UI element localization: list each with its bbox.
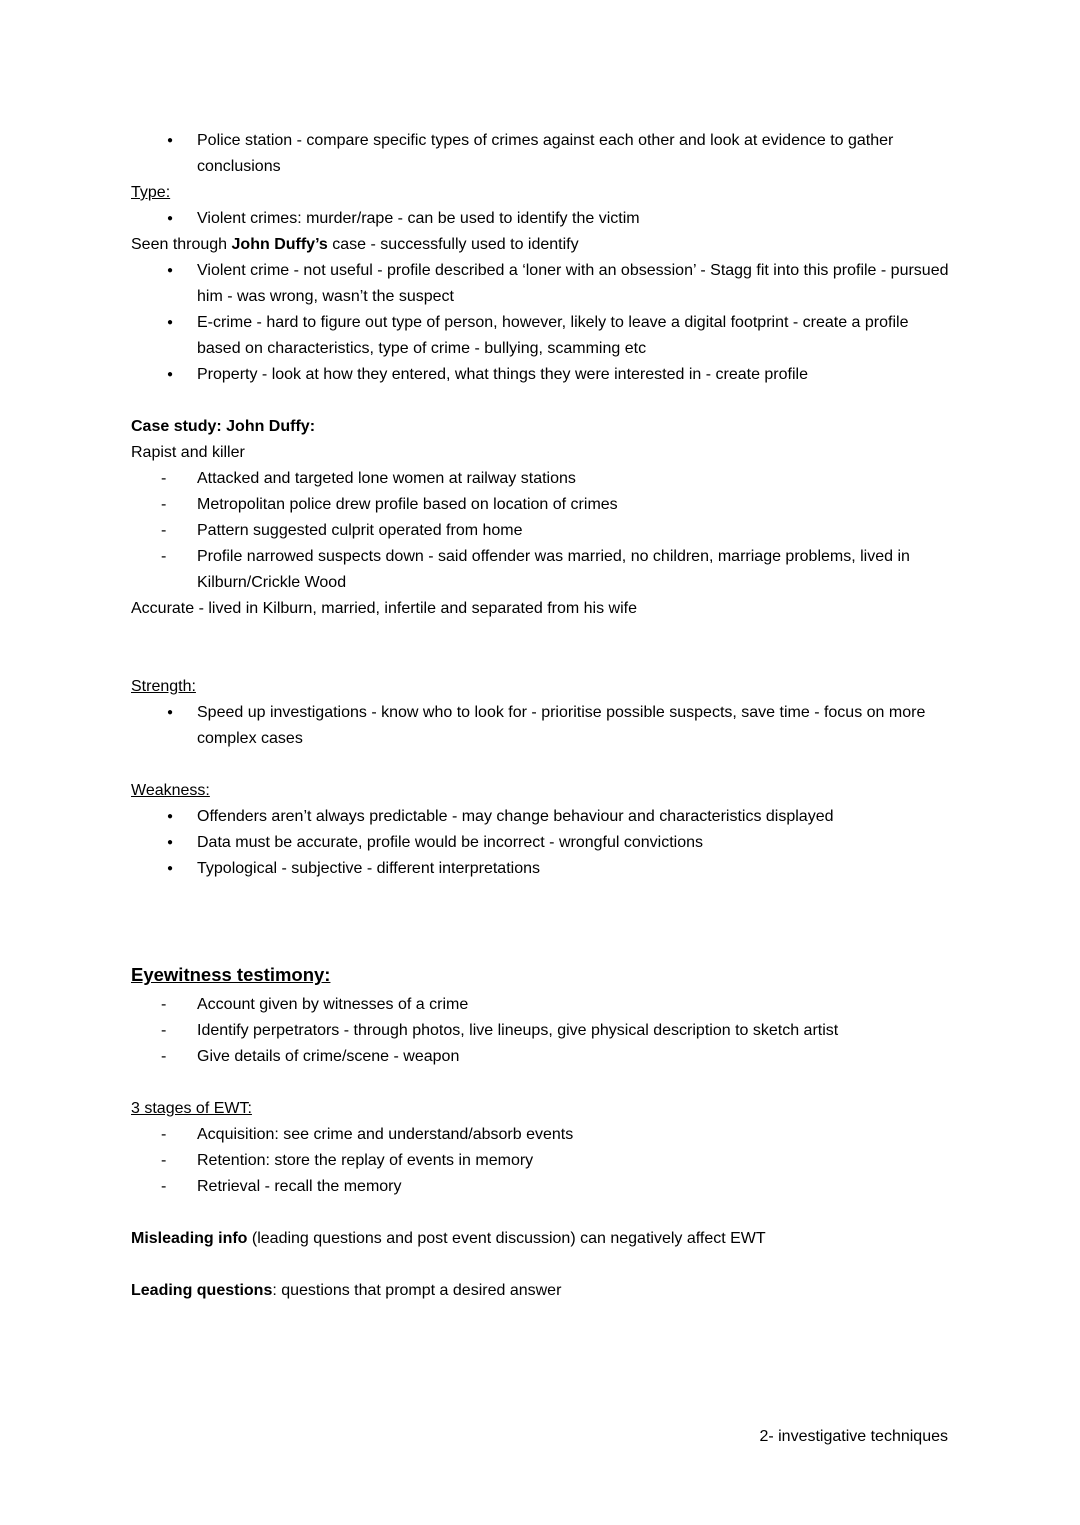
list-item [131,206,949,232]
bullet-list [131,206,949,232]
bullet-list [131,700,949,752]
text-segment: Pattern suggested culprit operated from home [197,522,523,539]
text-segment: Retrieval - recall the memory [197,1178,402,1195]
text-segment: Retention: store the replay of events in memory [197,1152,534,1169]
text-segment: Metropolitan police drew profile based on location of crimes [197,496,618,513]
dash-list [131,992,949,1070]
text-segment: case - successfully used to identify [327,236,579,253]
text-segment: Eyewitness testimony: [131,964,331,985]
text-segment: Police station - compare specific types of crimes against each other and look at evidence to gather conclusions [197,132,894,175]
list-item [131,804,949,830]
list-item [131,1174,949,1200]
text-segment: Identify perpetrators - through photos, live lineups, give physical description to sketch artist [197,1022,839,1039]
text-segment: Account given by witnesses of a crime [197,996,469,1013]
list-item [131,700,949,752]
text-segment: Rapist and killer [131,444,245,461]
text-segment: Violent crime - not useful - profile described a ‘loner with an obsession’ - Stagg fit into this profile - pursued him - was wrong, wasn’t the suspect [197,262,949,305]
list-item [131,1148,949,1174]
text-segment: E-crime - hard to figure out type of person, however, likely to leave a digital footprint - create a profile based on characteristics, type of crime - bullying, scamming etc [197,314,909,357]
text-segment: Speed up investigations - know who to look for - prioritise possible suspects, save time - focus on more complex cases [197,704,926,747]
paragraph [131,1278,949,1304]
section-heading [131,960,949,990]
text-segment: Offenders aren’t always predictable - may change behaviour and characteristics displayed [197,808,834,825]
list-item [131,830,949,856]
paragraph [131,414,949,440]
text-segment: Weakness: [131,782,210,799]
text-segment: Acquisition: see crime and understand/absorb events [197,1126,574,1143]
text-segment: (leading questions and post event discussion) can negatively affect EWT [247,1230,766,1247]
blank-line [131,1070,949,1096]
list-item [131,856,949,882]
text-segment: Typological - subjective - different interpretations [197,860,540,877]
list-item [131,258,949,310]
document-body [131,128,949,1304]
text-segment: Strength: [131,678,196,695]
paragraph [131,232,949,258]
text-segment: Accurate - lived in Kilburn, married, infertile and separated from his wife [131,600,637,617]
list-item [131,310,949,362]
text-segment: : questions that prompt a desired answer [272,1282,562,1299]
list-item [131,544,949,596]
text-segment: Attacked and targeted lone women at railway stations [197,470,576,487]
dash-list [131,466,949,596]
bullet-list [131,258,949,388]
list-item [131,1044,949,1070]
paragraph [131,440,949,466]
paragraph [131,1226,949,1252]
text-segment: Leading questions [131,1282,273,1299]
text-segment: Profile narrowed suspects down - said offender was married, no children, marriage problems, lived in Kilburn/Crickle Wood [197,548,910,591]
text-segment: Case study: John Duffy: [131,418,316,435]
blank-line [131,622,949,674]
list-item [131,1018,949,1044]
blank-line [131,1252,949,1278]
list-item [131,128,949,180]
blank-line [131,752,949,778]
paragraph [131,778,949,804]
paragraph [131,674,949,700]
text-segment: Violent crimes: murder/rape - can be used to identify the victim [197,210,640,227]
bullet-list [131,804,949,882]
text-segment: Seen through [131,236,232,253]
text-segment: John Duffy’s [231,236,328,253]
blank-line [131,388,949,414]
text-segment: Data must be accurate, profile would be incorrect - wrongful convictions [197,834,704,851]
bullet-list [131,128,949,180]
text-segment: Give details of crime/scene - weapon [197,1048,460,1065]
list-item [131,518,949,544]
list-item [131,362,949,388]
blank-line [131,1200,949,1226]
dash-list [131,1122,949,1200]
text-segment: Misleading info [131,1230,248,1247]
list-item [131,492,949,518]
paragraph [131,1096,949,1122]
text-segment: 3 stages of EWT: [131,1100,252,1117]
text-segment: Type: [131,184,171,201]
text-segment: Property - look at how they entered, what things they were interested in - create profile [197,366,808,383]
paragraph [131,596,949,622]
blank-line [131,882,949,960]
page-footer: 2- investigative techniques [759,1428,948,1445]
list-item [131,1122,949,1148]
list-item [131,466,949,492]
list-item [131,992,949,1018]
paragraph [131,180,949,206]
